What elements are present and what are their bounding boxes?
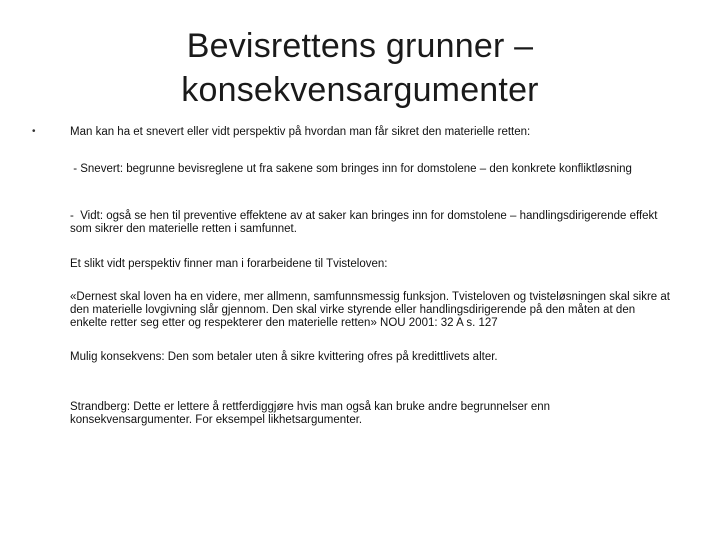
paragraph-tvisteloven-intro: Et slikt vidt perspektiv finner man i forarbeidene til Tvisteloven: (70, 258, 388, 270)
bullet-marker: • (32, 126, 36, 137)
paragraph-possible-consequence: Mulig konsekvens: Den som betaler uten å sikre kvittering ofres på kredittlivets alter. (70, 351, 498, 363)
slide-title-line-2: konsekvensargumenter (181, 71, 539, 109)
slide-title (150, 24, 570, 112)
slide-title-line-1: Bevisrettens grunner – (186, 27, 534, 65)
paragraph-narrow-perspective: - Snevert: begrunne bevisreglene ut fra sakene som bringes inn for domstolene – den konkrete konfliktløsning (70, 163, 632, 175)
paragraph-nou-quote: «Dernest skal loven ha en videre, mer allmenn, samfunnsmessig funksjon. Tvisteloven og tvisteløsningen skal sikre at den materielle lovgivning slår gjennom. Den skal virke styrende eller handlingsdirigerende på den måten at den enkelte retter seg etter og respekterer den materielle retten» NOU 2001: 32 A s. 127 (70, 291, 674, 329)
paragraph-perspective-intro: Man kan ha et snevert eller vidt perspektiv på hvordan man får sikret den materielle retten: (70, 126, 531, 138)
paragraph-wide-perspective: - Vidt: også se hen til preventive effektene av at saker kan bringes inn for domstolene – handlingsdirigerende effekt som sikrer den materielle retten i samfunnet. (70, 210, 661, 235)
paragraph-strandberg: Strandberg: Dette er lettere å rettferdiggjøre hvis man også kan bruke andre begrunnelser enn konsekvensargumenter. For eksempel likhetsargumenter. (70, 401, 554, 426)
